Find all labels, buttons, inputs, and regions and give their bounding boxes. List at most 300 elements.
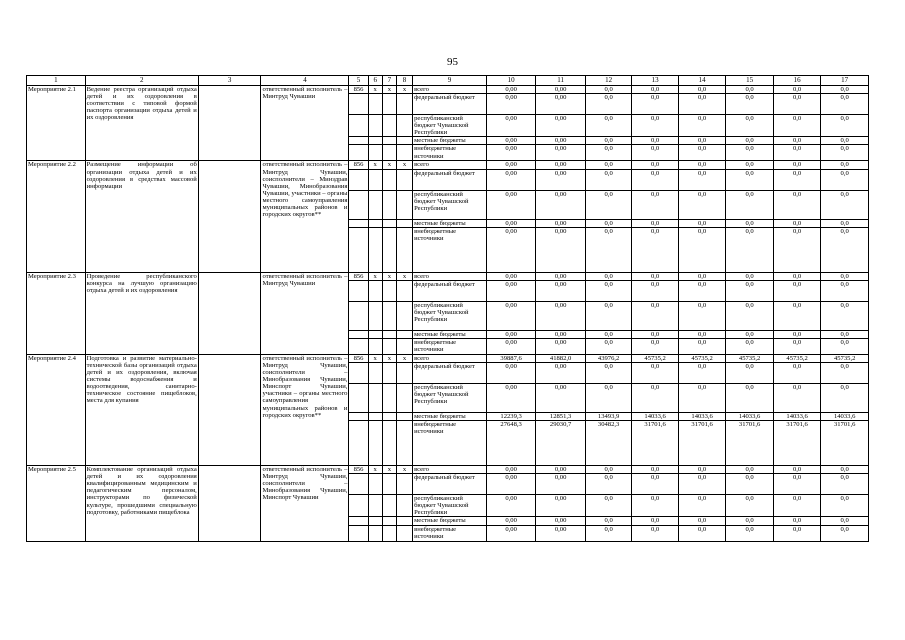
value-cell: 12239,3: [486, 412, 536, 420]
column-header: 15: [726, 76, 774, 86]
value-cell: 0,0: [821, 525, 869, 541]
activity-c8: x: [396, 354, 412, 362]
value-cell: 0,0: [585, 169, 631, 190]
value-cell: 0,00: [486, 219, 536, 227]
value-cell: 0,00: [486, 474, 536, 495]
column-header: 3: [198, 76, 261, 86]
column-header: 16: [773, 76, 821, 86]
value-cell: 0,0: [821, 517, 869, 525]
value-cell: 0,0: [773, 301, 821, 330]
empty-cell: [396, 227, 412, 272]
funding-source: республиканский бюджет Чувашской Республики: [413, 383, 487, 412]
value-cell: 39887,6: [486, 354, 536, 362]
value-cell: 14033,6: [678, 412, 726, 420]
funding-source: всего: [413, 161, 487, 169]
value-cell: 0,0: [632, 301, 678, 330]
activity-c6: x: [368, 466, 382, 474]
funding-source: республиканский бюджет Чувашской Республики: [413, 115, 487, 137]
value-cell: 0,0: [821, 145, 869, 161]
value-cell: 0,0: [585, 495, 631, 517]
activity-id: Мероприятие 2.4: [27, 354, 86, 465]
value-cell: 0,0: [678, 115, 726, 137]
value-cell: 0,0: [726, 272, 774, 280]
empty-cell: [396, 421, 412, 466]
value-cell: 0,0: [773, 190, 821, 219]
empty-cell: [382, 525, 396, 541]
value-cell: 0,00: [536, 86, 586, 94]
value-cell: 0,0: [773, 227, 821, 272]
funding-source: внебюджетные источники: [413, 525, 487, 541]
value-cell: 0,00: [486, 161, 536, 169]
value-cell: 0,0: [726, 161, 774, 169]
activity-id: Мероприятие 2.5: [27, 466, 86, 541]
empty-cell: [368, 219, 382, 227]
value-cell: 0,0: [632, 219, 678, 227]
column-header: 8: [396, 76, 412, 86]
value-cell: 0,0: [726, 94, 774, 115]
empty-cell: [396, 115, 412, 137]
value-cell: 0,0: [632, 145, 678, 161]
activity-c8: x: [396, 272, 412, 280]
value-cell: 0,0: [773, 86, 821, 94]
funding-source: республиканский бюджет Чувашской Республики: [413, 190, 487, 219]
value-cell: 0,0: [678, 525, 726, 541]
value-cell: 0,0: [773, 362, 821, 383]
column-header: 1: [27, 76, 86, 86]
value-cell: 14033,6: [821, 412, 869, 420]
value-cell: 0,00: [486, 137, 536, 145]
activity-name: Размещение информации об организации отдыха детей и их оздоровления в средствах массовой информации: [85, 161, 198, 272]
value-cell: 0,00: [486, 338, 536, 354]
value-cell: 0,0: [773, 474, 821, 495]
column-header: 11: [536, 76, 586, 86]
value-cell: 0,0: [821, 330, 869, 338]
value-cell: 0,0: [773, 145, 821, 161]
empty-cell: [382, 145, 396, 161]
value-cell: 0,00: [486, 227, 536, 272]
value-cell: 0,0: [726, 383, 774, 412]
value-cell: 0,0: [678, 190, 726, 219]
table-row: [27, 86, 869, 94]
value-cell: 0,0: [726, 525, 774, 541]
empty-cell: [349, 145, 368, 161]
funding-source: федеральный бюджет: [413, 362, 487, 383]
empty-cell: [396, 169, 412, 190]
value-cell: 0,0: [632, 517, 678, 525]
activity-code: 856: [349, 466, 368, 474]
value-cell: 0,0: [821, 474, 869, 495]
value-cell: 0,0: [632, 280, 678, 301]
value-cell: 0,0: [726, 145, 774, 161]
activity-executor: ответственный исполнитель – Минтруд Чувашии, соисполнители – Минздрав Чувашии, Минобразования Чувашии, участники – органы местного самоуправления муниципальных районов и городских округов**: [261, 161, 349, 272]
value-cell: 0,0: [585, 517, 631, 525]
value-cell: 0,0: [726, 338, 774, 354]
empty-cell: [368, 137, 382, 145]
empty-cell: [349, 474, 368, 495]
empty-cell: [349, 362, 368, 383]
value-cell: 14033,6: [773, 412, 821, 420]
activity-c7: x: [382, 86, 396, 94]
empty-cell: [368, 169, 382, 190]
value-cell: 0,0: [821, 338, 869, 354]
activity-c8: x: [396, 466, 412, 474]
value-cell: 0,0: [632, 466, 678, 474]
value-cell: 12851,3: [536, 412, 586, 420]
funding-source: местные бюджеты: [413, 219, 487, 227]
empty-cell: [368, 301, 382, 330]
empty-cell: [382, 219, 396, 227]
empty-cell: [382, 383, 396, 412]
value-cell: 0,0: [585, 280, 631, 301]
value-cell: 0,0: [726, 301, 774, 330]
value-cell: 0,0: [585, 466, 631, 474]
page-number: 95: [447, 56, 458, 68]
funding-source: местные бюджеты: [413, 330, 487, 338]
value-cell: 0,00: [486, 330, 536, 338]
empty-cell: [382, 227, 396, 272]
empty-cell: [349, 517, 368, 525]
value-cell: 0,00: [486, 145, 536, 161]
empty-cell: [368, 474, 382, 495]
table-row: [27, 354, 869, 362]
value-cell: 0,0: [726, 362, 774, 383]
value-cell: 0,0: [821, 137, 869, 145]
empty-cell: [349, 525, 368, 541]
value-cell: 0,0: [678, 301, 726, 330]
value-cell: 0,00: [536, 525, 586, 541]
value-cell: 0,0: [773, 525, 821, 541]
value-cell: 0,0: [678, 86, 726, 94]
funding-source: всего: [413, 466, 487, 474]
value-cell: 30482,3: [585, 421, 631, 466]
value-cell: 13493,9: [585, 412, 631, 420]
empty-cell: [382, 280, 396, 301]
empty-cell: [349, 94, 368, 115]
empty-cell: [396, 474, 412, 495]
value-cell: 0,0: [773, 115, 821, 137]
value-cell: 0,0: [585, 330, 631, 338]
empty-cell: [396, 383, 412, 412]
empty-cell: [349, 383, 368, 412]
value-cell: 0,0: [632, 227, 678, 272]
activity-id: Мероприятие 2.3: [27, 272, 86, 354]
value-cell: 0,0: [632, 272, 678, 280]
value-cell: 0,0: [632, 190, 678, 219]
activity-id: Мероприятие 2.2: [27, 161, 86, 272]
empty-cell: [349, 301, 368, 330]
value-cell: 0,0: [678, 145, 726, 161]
empty-cell: [396, 94, 412, 115]
column-header: 13: [632, 76, 678, 86]
activity-c7: x: [382, 161, 396, 169]
value-cell: 0,0: [726, 466, 774, 474]
value-cell: 29030,7: [536, 421, 586, 466]
funding-source: всего: [413, 272, 487, 280]
activity-name: Проведение республиканского конкурса на лучшую организацию отдыха детей и их оздоровления: [85, 272, 198, 354]
value-cell: 0,0: [821, 280, 869, 301]
column-header: 4: [261, 76, 349, 86]
funding-source: местные бюджеты: [413, 137, 487, 145]
value-cell: 0,0: [821, 86, 869, 94]
activities-table: [26, 75, 869, 542]
empty-cell: [349, 219, 368, 227]
value-cell: 45735,2: [726, 354, 774, 362]
value-cell: 0,0: [726, 227, 774, 272]
empty-cell: [382, 421, 396, 466]
empty-cell: [349, 137, 368, 145]
value-cell: 0,00: [536, 115, 586, 137]
funding-source: федеральный бюджет: [413, 280, 487, 301]
value-cell: 27648,3: [486, 421, 536, 466]
column-header: 12: [585, 76, 631, 86]
empty-cell: [349, 115, 368, 137]
value-cell: 0,0: [632, 474, 678, 495]
empty-cell: [349, 330, 368, 338]
value-cell: 0,0: [678, 227, 726, 272]
value-cell: 0,0: [632, 525, 678, 541]
table-row: [27, 466, 869, 474]
value-cell: 0,0: [585, 474, 631, 495]
value-cell: 0,0: [678, 495, 726, 517]
value-cell: 0,0: [821, 466, 869, 474]
value-cell: 0,0: [773, 280, 821, 301]
value-cell: 43976,2: [585, 354, 631, 362]
value-cell: 0,0: [585, 272, 631, 280]
value-cell: 0,0: [773, 466, 821, 474]
value-cell: 0,0: [821, 161, 869, 169]
activity-code: 856: [349, 161, 368, 169]
value-cell: 0,0: [821, 227, 869, 272]
funding-source: внебюджетные источники: [413, 227, 487, 272]
value-cell: 0,00: [536, 137, 586, 145]
column-header: 6: [368, 76, 382, 86]
empty-cell: [396, 219, 412, 227]
funding-source: местные бюджеты: [413, 412, 487, 420]
empty-cell: [368, 421, 382, 466]
value-cell: 0,00: [486, 169, 536, 190]
activity-id: Мероприятие 2.1: [27, 86, 86, 161]
value-cell: 0,0: [726, 115, 774, 137]
empty-cell: [382, 115, 396, 137]
empty-cell: [396, 362, 412, 383]
value-cell: 0,0: [821, 94, 869, 115]
value-cell: 0,0: [773, 94, 821, 115]
activity-name: Ведение реестра организаций отдыха детей и их оздоровления в соответствии с типовой формой паспорта организации отдыха детей и их оздоровления: [85, 86, 198, 161]
activity-executor: ответственный исполнитель – Минтруд Чувашии: [261, 86, 349, 161]
value-cell: 0,0: [821, 169, 869, 190]
empty-cell: [382, 412, 396, 420]
empty-cell: [382, 474, 396, 495]
column-header: 9: [413, 76, 487, 86]
value-cell: 0,0: [632, 338, 678, 354]
value-cell: 0,0: [726, 190, 774, 219]
activity-c8: x: [396, 86, 412, 94]
value-cell: 0,00: [486, 466, 536, 474]
value-cell: 0,0: [678, 517, 726, 525]
value-cell: 0,00: [486, 280, 536, 301]
column-header: 7: [382, 76, 396, 86]
value-cell: 0,0: [632, 94, 678, 115]
empty-cell: [368, 495, 382, 517]
value-cell: 0,0: [678, 94, 726, 115]
table-row: [27, 161, 869, 169]
value-cell: 0,0: [585, 137, 631, 145]
value-cell: 0,0: [678, 161, 726, 169]
column-header: 14: [678, 76, 726, 86]
value-cell: 0,0: [632, 86, 678, 94]
value-cell: 0,0: [585, 301, 631, 330]
value-cell: 45735,2: [678, 354, 726, 362]
empty-cell: [396, 412, 412, 420]
value-cell: 0,0: [726, 495, 774, 517]
activity-code: 856: [349, 86, 368, 94]
activity-c7: x: [382, 466, 396, 474]
value-cell: 0,0: [632, 495, 678, 517]
value-cell: 0,00: [486, 86, 536, 94]
empty-cell: [382, 94, 396, 115]
value-cell: 0,00: [536, 362, 586, 383]
funding-source: местные бюджеты: [413, 517, 487, 525]
value-cell: 0,0: [726, 137, 774, 145]
value-cell: 0,0: [726, 86, 774, 94]
value-cell: 0,0: [678, 169, 726, 190]
activity-executor: ответственный исполнитель – Минтруд Чувашии, соисполнители – Минобразования Чувашии, Минспорт Чувашии: [261, 466, 349, 541]
value-cell: 0,00: [486, 362, 536, 383]
funding-source: федеральный бюджет: [413, 169, 487, 190]
activity-executor: ответственный исполнитель – Минтруд Чувашии: [261, 272, 349, 354]
value-cell: 0,0: [821, 362, 869, 383]
value-cell: 0,00: [486, 517, 536, 525]
value-cell: 0,0: [585, 94, 631, 115]
column-header: 10: [486, 76, 536, 86]
table-body: [27, 86, 869, 542]
value-cell: 41882,0: [536, 354, 586, 362]
activity-participant: [198, 161, 261, 272]
empty-cell: [382, 301, 396, 330]
empty-cell: [349, 421, 368, 466]
empty-cell: [349, 227, 368, 272]
value-cell: 0,00: [486, 190, 536, 219]
funding-source: федеральный бюджет: [413, 474, 487, 495]
empty-cell: [396, 338, 412, 354]
funding-source: федеральный бюджет: [413, 94, 487, 115]
value-cell: 0,00: [536, 161, 586, 169]
value-cell: 0,00: [486, 272, 536, 280]
value-cell: 0,0: [773, 338, 821, 354]
value-cell: 0,0: [726, 330, 774, 338]
value-cell: 0,0: [632, 137, 678, 145]
empty-cell: [396, 525, 412, 541]
empty-cell: [368, 190, 382, 219]
value-cell: 0,0: [821, 495, 869, 517]
activity-executor: ответственный исполнитель – Минтруд Чувашии, соисполнители – Минобразования Чувашии, Минспорт Чувашии, участники – органы местного самоуправления муниципальных районов и городских округов**: [261, 354, 349, 465]
value-cell: 0,0: [773, 161, 821, 169]
column-header: 2: [85, 76, 198, 86]
value-cell: 31701,6: [821, 421, 869, 466]
empty-cell: [349, 495, 368, 517]
empty-cell: [349, 190, 368, 219]
empty-cell: [349, 338, 368, 354]
value-cell: 0,00: [536, 280, 586, 301]
empty-cell: [396, 190, 412, 219]
empty-cell: [368, 94, 382, 115]
value-cell: 0,0: [678, 383, 726, 412]
value-cell: 0,0: [773, 495, 821, 517]
empty-cell: [368, 227, 382, 272]
empty-cell: [368, 115, 382, 137]
value-cell: 0,0: [678, 338, 726, 354]
value-cell: 0,0: [821, 190, 869, 219]
activity-participant: [198, 466, 261, 541]
value-cell: 0,00: [536, 338, 586, 354]
value-cell: 0,00: [536, 495, 586, 517]
value-cell: 0,0: [585, 86, 631, 94]
value-cell: 0,0: [821, 383, 869, 412]
value-cell: 0,0: [678, 330, 726, 338]
value-cell: 0,00: [486, 525, 536, 541]
value-cell: 0,0: [678, 280, 726, 301]
activity-name: Комплектование организаций отдыха детей и их оздоровления квалифицированным медицинским и педагогическим персоналом, инструкторами по физической культуре, прошедшими специальную подготовку, работниками пищеблока: [85, 466, 198, 541]
value-cell: 0,0: [773, 517, 821, 525]
value-cell: 0,0: [678, 219, 726, 227]
value-cell: 0,00: [536, 466, 586, 474]
empty-cell: [396, 517, 412, 525]
funding-source: внебюджетные источники: [413, 145, 487, 161]
value-cell: 0,0: [632, 169, 678, 190]
value-cell: 0,0: [632, 115, 678, 137]
value-cell: 0,0: [632, 383, 678, 412]
activity-participant: [198, 86, 261, 161]
activity-code: 856: [349, 354, 368, 362]
activity-c8: x: [396, 161, 412, 169]
value-cell: 0,0: [726, 474, 774, 495]
value-cell: 0,00: [536, 145, 586, 161]
value-cell: 0,0: [821, 219, 869, 227]
empty-cell: [349, 412, 368, 420]
value-cell: 0,0: [678, 474, 726, 495]
activity-name: Подготовка и развитие материально-технической базы организаций отдыха детей и их оздоровления, включая системы водоснабжения и водоотведения, санитарно-техническое состояние пищеблоков, места для купания: [85, 354, 198, 465]
empty-cell: [368, 412, 382, 420]
empty-cell: [396, 301, 412, 330]
value-cell: 0,0: [585, 161, 631, 169]
value-cell: 0,0: [773, 383, 821, 412]
value-cell: 0,0: [632, 161, 678, 169]
value-cell: 0,0: [726, 280, 774, 301]
empty-cell: [368, 525, 382, 541]
activity-c7: x: [382, 272, 396, 280]
value-cell: 0,0: [585, 383, 631, 412]
value-cell: 0,00: [536, 474, 586, 495]
column-header: 5: [349, 76, 368, 86]
value-cell: 0,0: [585, 145, 631, 161]
value-cell: 0,00: [536, 227, 586, 272]
value-cell: 0,0: [821, 115, 869, 137]
value-cell: 0,00: [486, 383, 536, 412]
value-cell: 0,0: [585, 219, 631, 227]
empty-cell: [368, 383, 382, 412]
empty-cell: [368, 362, 382, 383]
funding-source: внебюджетные источники: [413, 338, 487, 354]
value-cell: 0,00: [536, 301, 586, 330]
empty-cell: [382, 495, 396, 517]
empty-cell: [396, 145, 412, 161]
empty-cell: [368, 280, 382, 301]
value-cell: 0,0: [632, 330, 678, 338]
value-cell: 0,00: [486, 495, 536, 517]
activity-code: 856: [349, 272, 368, 280]
activity-c6: x: [368, 161, 382, 169]
value-cell: 0,00: [486, 301, 536, 330]
